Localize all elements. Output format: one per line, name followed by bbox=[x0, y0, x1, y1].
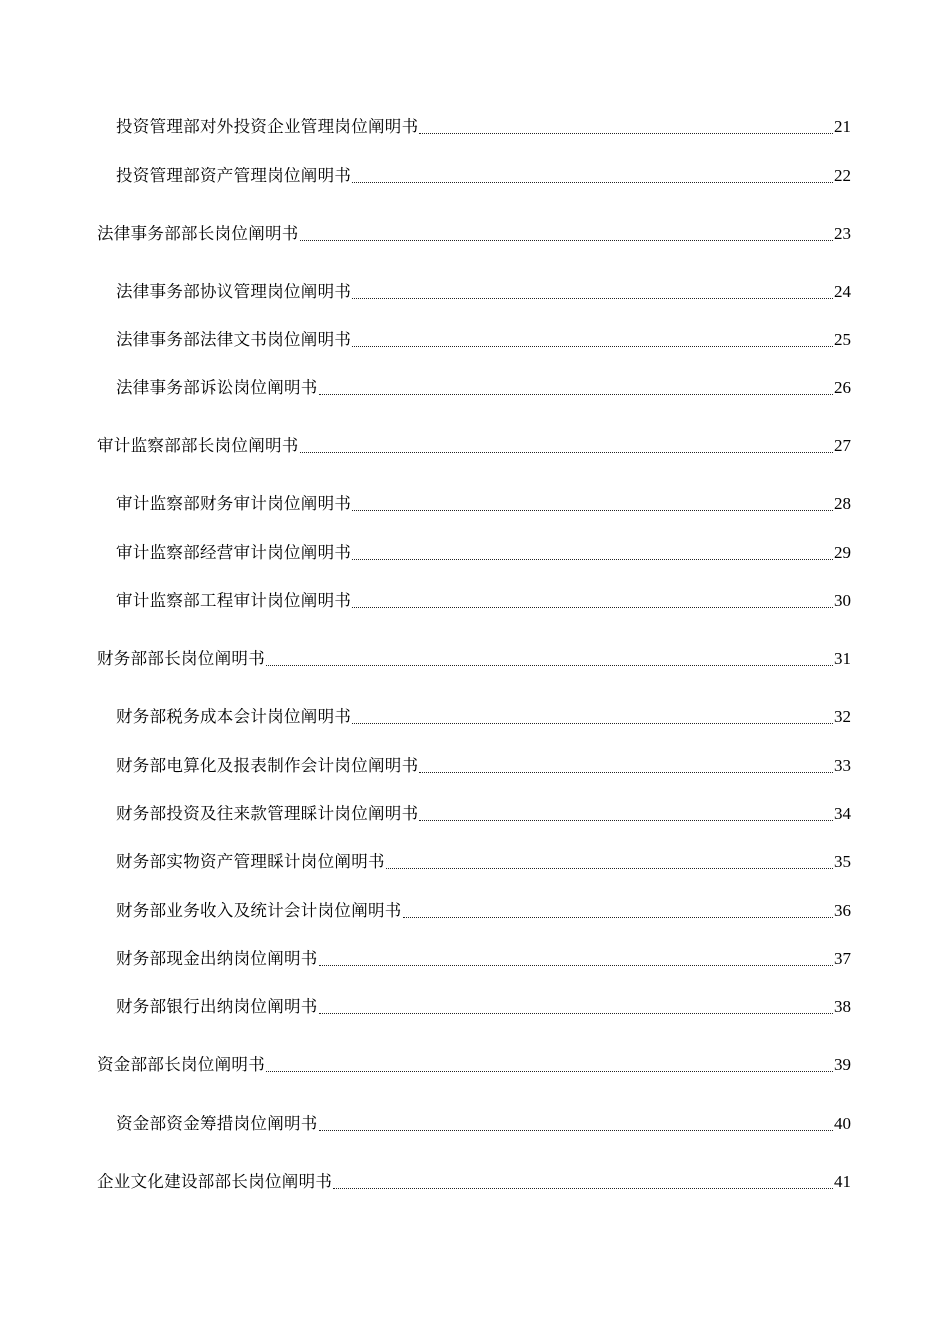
toc-entry-page: 27 bbox=[834, 436, 851, 455]
toc-entry-page: 41 bbox=[834, 1172, 851, 1191]
toc-entry[interactable] bbox=[97, 1054, 851, 1076]
toc-entry-page: 36 bbox=[834, 901, 851, 920]
toc-entry-title: 资金部资金筹措岗位阐明书 bbox=[116, 1114, 318, 1133]
toc-dot-leader bbox=[352, 723, 833, 724]
toc-entry-title: 资金部部长岗位阐明书 bbox=[97, 1055, 265, 1074]
toc-entry-page: 25 bbox=[834, 330, 851, 349]
toc-entry-page: 33 bbox=[834, 756, 851, 775]
toc-dot-leader bbox=[419, 133, 833, 134]
toc-dot-leader bbox=[266, 665, 833, 666]
toc-entry-page: 28 bbox=[834, 494, 851, 513]
toc-dot-leader bbox=[300, 452, 833, 453]
toc-dot-leader bbox=[319, 394, 833, 395]
toc-dot-leader bbox=[300, 240, 833, 241]
toc-entry-title: 财务部部长岗位阐明书 bbox=[97, 649, 265, 668]
toc-entry[interactable] bbox=[97, 223, 851, 245]
toc-entry-title: 法律事务部部长岗位阐明书 bbox=[97, 224, 299, 243]
toc-dot-leader bbox=[319, 1130, 833, 1131]
toc-entry-title: 财务部现金出纳岗位阐明书 bbox=[116, 949, 318, 968]
toc-entry-page: 37 bbox=[834, 949, 851, 968]
toc-dot-leader bbox=[403, 917, 833, 918]
toc-entry[interactable] bbox=[116, 706, 851, 728]
toc-entry[interactable] bbox=[116, 116, 851, 138]
toc-dot-leader bbox=[319, 1013, 833, 1014]
toc-entry[interactable] bbox=[116, 851, 851, 873]
toc-entry[interactable] bbox=[116, 803, 851, 825]
toc-entry-page: 35 bbox=[834, 852, 851, 871]
toc-entry[interactable] bbox=[116, 590, 851, 612]
toc-entry[interactable] bbox=[116, 755, 851, 777]
toc-entry-title: 企业文化建设部部长岗位阐明书 bbox=[97, 1172, 333, 1191]
toc-entry-page: 34 bbox=[834, 804, 851, 823]
toc-entry-title: 法律事务部法律文书岗位阐明书 bbox=[116, 330, 352, 349]
toc-dot-leader bbox=[419, 772, 833, 773]
toc-entry-page: 29 bbox=[834, 543, 851, 562]
toc-entry-title: 财务部电算化及报表制作会计岗位阐明书 bbox=[116, 756, 419, 775]
toc-entry-title: 财务部实物资产管理睬计岗位阐明书 bbox=[116, 852, 385, 871]
toc-dot-leader bbox=[352, 182, 833, 183]
toc-entry[interactable] bbox=[97, 435, 851, 457]
toc-entry-page: 23 bbox=[834, 224, 851, 243]
toc-entry[interactable] bbox=[116, 377, 851, 399]
toc-dot-leader bbox=[352, 298, 833, 299]
toc-entry-title: 财务部业务收入及统计会计岗位阐明书 bbox=[116, 901, 402, 920]
toc-entry-title: 审计监察部工程审计岗位阐明书 bbox=[116, 591, 352, 610]
toc-entry-page: 24 bbox=[834, 282, 851, 301]
toc-entry-title: 审计监察部财务审计岗位阐明书 bbox=[116, 494, 352, 513]
toc-dot-leader bbox=[352, 346, 833, 347]
toc-entry[interactable] bbox=[116, 996, 851, 1018]
toc-entry-page: 39 bbox=[834, 1055, 851, 1074]
toc-entry[interactable] bbox=[116, 281, 851, 303]
toc-dot-leader bbox=[333, 1188, 833, 1189]
toc-dot-leader bbox=[386, 868, 833, 869]
toc-entry[interactable] bbox=[116, 1113, 851, 1135]
toc-entry-title: 财务部银行出纳岗位阐明书 bbox=[116, 997, 318, 1016]
toc-dot-leader bbox=[266, 1071, 833, 1072]
toc-entry-page: 26 bbox=[834, 378, 851, 397]
toc-entry[interactable] bbox=[116, 948, 851, 970]
toc-entry-page: 21 bbox=[834, 117, 851, 136]
toc-entry-page: 31 bbox=[834, 649, 851, 668]
toc-entry-page: 30 bbox=[834, 591, 851, 610]
toc-entry-title: 法律事务部诉讼岗位阐明书 bbox=[116, 378, 318, 397]
toc-entry-title: 审计监察部经营审计岗位阐明书 bbox=[116, 543, 352, 562]
toc-dot-leader bbox=[319, 965, 833, 966]
toc-entry-page: 40 bbox=[834, 1114, 851, 1133]
toc-entry-title: 财务部税务成本会计岗位阐明书 bbox=[116, 707, 352, 726]
toc-entry-page: 32 bbox=[834, 707, 851, 726]
toc-entry-title: 法律事务部协议管理岗位阐明书 bbox=[116, 282, 352, 301]
toc-dot-leader bbox=[352, 607, 833, 608]
toc-dot-leader bbox=[352, 510, 833, 511]
toc-entry-title: 投资管理部资产管理岗位阐明书 bbox=[116, 166, 352, 185]
toc-entry-page: 38 bbox=[834, 997, 851, 1016]
toc-entry-title: 投资管理部对外投资企业管理岗位阐明书 bbox=[116, 117, 419, 136]
toc-entry[interactable] bbox=[116, 542, 851, 564]
toc-dot-leader bbox=[352, 559, 833, 560]
toc-entry-title: 财务部投资及往来款管理睬计岗位阐明书 bbox=[116, 804, 419, 823]
toc-entry-page: 22 bbox=[834, 166, 851, 185]
toc-entry[interactable] bbox=[116, 329, 851, 351]
toc-entry-title: 审计监察部部长岗位阐明书 bbox=[97, 436, 299, 455]
toc-dot-leader bbox=[419, 820, 833, 821]
toc-entry[interactable] bbox=[116, 165, 851, 187]
toc-entry[interactable] bbox=[116, 493, 851, 515]
toc-entry[interactable] bbox=[97, 1171, 851, 1193]
toc-entry[interactable] bbox=[116, 900, 851, 922]
toc-entry[interactable] bbox=[97, 648, 851, 670]
